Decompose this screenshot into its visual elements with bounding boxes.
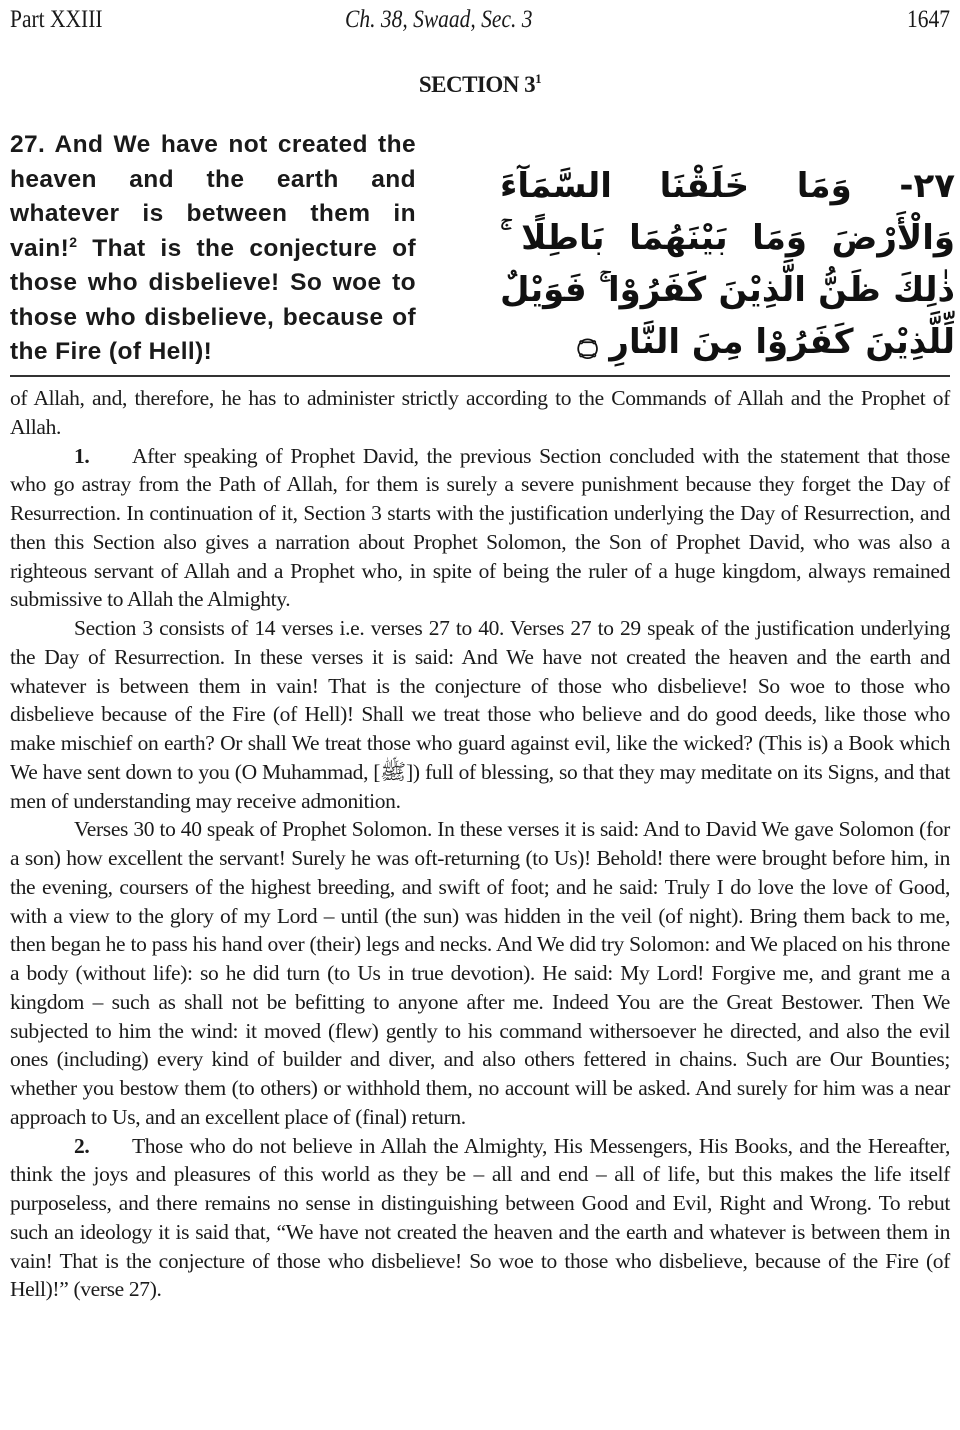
page-header bbox=[10, 2, 950, 38]
section-title: SECTION 3 bbox=[418, 72, 536, 97]
verse-translation bbox=[10, 128, 416, 370]
page-number: 1647 bbox=[907, 6, 950, 33]
note-2 bbox=[10, 1132, 950, 1305]
paragraph-section3-overview: Section 3 consists of 14 verses i.e. verses 27 to 40. Verses 27 to 29 speak of the justification underlying the Day of Resurrection. In these verses it is said: And We have not created the heaven and the earth and whatever is between them in vain! That is the conjecture of those who disbelieve! So woe to those who disbelieve because of the Fire (of Hell)! Shall we treat those who believe and do good deeds, like those who make mischief on earth? Or shall We treat those who guard against evil, like the wicked? (This is) a Book which We have sent down to you (O Muhammad, [ﷺ]) full of blessing, so that they may meditate on its Signs, and that men of understanding may receive admonition. bbox=[10, 616, 950, 813]
note-2-text: Those who do not believe in Allah the Almighty, His Messengers, His Books, and the Hereafter, think the joys and pleasures of this world as they be – all and end – all of life, but this makes the life itself purposeless, and there remains no sense in distinguishing between Good and Evil, Right and Wrong. To rebut such an ideology it is said that, “We have not created the heaven and the earth and whatever is between them in vain! That is the conjecture of those who disbelieve! So woe to those who disbelieve, because of the Fire (of Hell)!” (verse 27). bbox=[10, 1133, 950, 1302]
paragraph-verses-30-40: Verses 30 to 40 speak of Prophet Solomon. In these verses it is said: And to David We gave Solomon (for a son) how excellent the servant! Surely he was oft-returning (to Us)! Behold! there were brought before him, in the evening, coursers of the highest breeding, and swift of foot; and he said: Truly I do love the love of Good, with a view to the glory of my Lord – until (the sun) was hidden in the veil (of night). Bring them back to me, then began he to pass his hand over (their) legs and necks. And We did try Solomon: and We placed on his throne a body (without life): so he did turn (to Us in true devotion). He said: My Lord! Forgive me, and grant me a kingdom – such as shall not be befitting to anyone after me. Indeed You are the Great Bestower. Then We subjected to him the wind: it moved (flew) gently to his command withersoever he directed, and also the evil ones (including) every kind of builder and diver, and also others fettered in chains. Such are Our Bounties; whether you bestow them (to others) or withhold them, no account will be asked. And surely for him was a near approach to Us, and an excellent place of (final) return. bbox=[10, 817, 950, 1129]
commentary bbox=[10, 384, 950, 1304]
chapter-label: Ch. 38, Swaad, Sec. 3 bbox=[345, 6, 533, 33]
verse-text-part2: That is the conjecture of those who disbelieve! So woe to those who disbelieve, because of the Fire (of Hell)! bbox=[10, 234, 416, 365]
note-1-number: 1. bbox=[74, 443, 90, 468]
verse-arabic-text: ٢٧- وَمَا خَلَقْنَا السَّمَآءَ وَالْأَرْضَ وَمَا بَيْنَهُمَا بَاطِلًا ۚ ذٰلِكَ ظَنُّ الَّذِيْنَ كَفَرُوْا ۚ فَوَيْلٌ لِّلَّذِيْنَ كَفَرُوْا مِنَ النَّارِ ۝ bbox=[500, 166, 955, 362]
verse-text-part1: 27. And We have not created the heaven and the earth and whatever is between them in vain! bbox=[10, 131, 416, 262]
footnote-ref-2: 2 bbox=[69, 233, 78, 250]
note-1-text: After speaking of Prophet David, the previous Section concluded with the statement that those who go astray from the Path of Allah, for them is surely a severe punishment because they forget the Day of Resurrection. In continuation of it, Section 3 starts with the justification underlying the Day of Resurrection, and then this Section also gives a narration about Prophet Solomon, the Son of Prophet David, who was also a righteous servant of Allah and a Prophet who, in spite of being the ruler of a huge kingdom, always remained submissive to Allah the Almighty. bbox=[10, 443, 950, 612]
footnote-ref-1: 1 bbox=[535, 71, 542, 86]
content-divider bbox=[10, 375, 950, 377]
commentary-continuation: of Allah, and, therefore, he has to administer strictly according to the Commands of Allah and the Prophet of Allah. bbox=[10, 386, 950, 439]
note-1 bbox=[10, 442, 950, 615]
part-label: Part XXIII bbox=[10, 6, 103, 33]
section-heading bbox=[0, 64, 960, 100]
note-2-number: 2. bbox=[74, 1133, 90, 1158]
